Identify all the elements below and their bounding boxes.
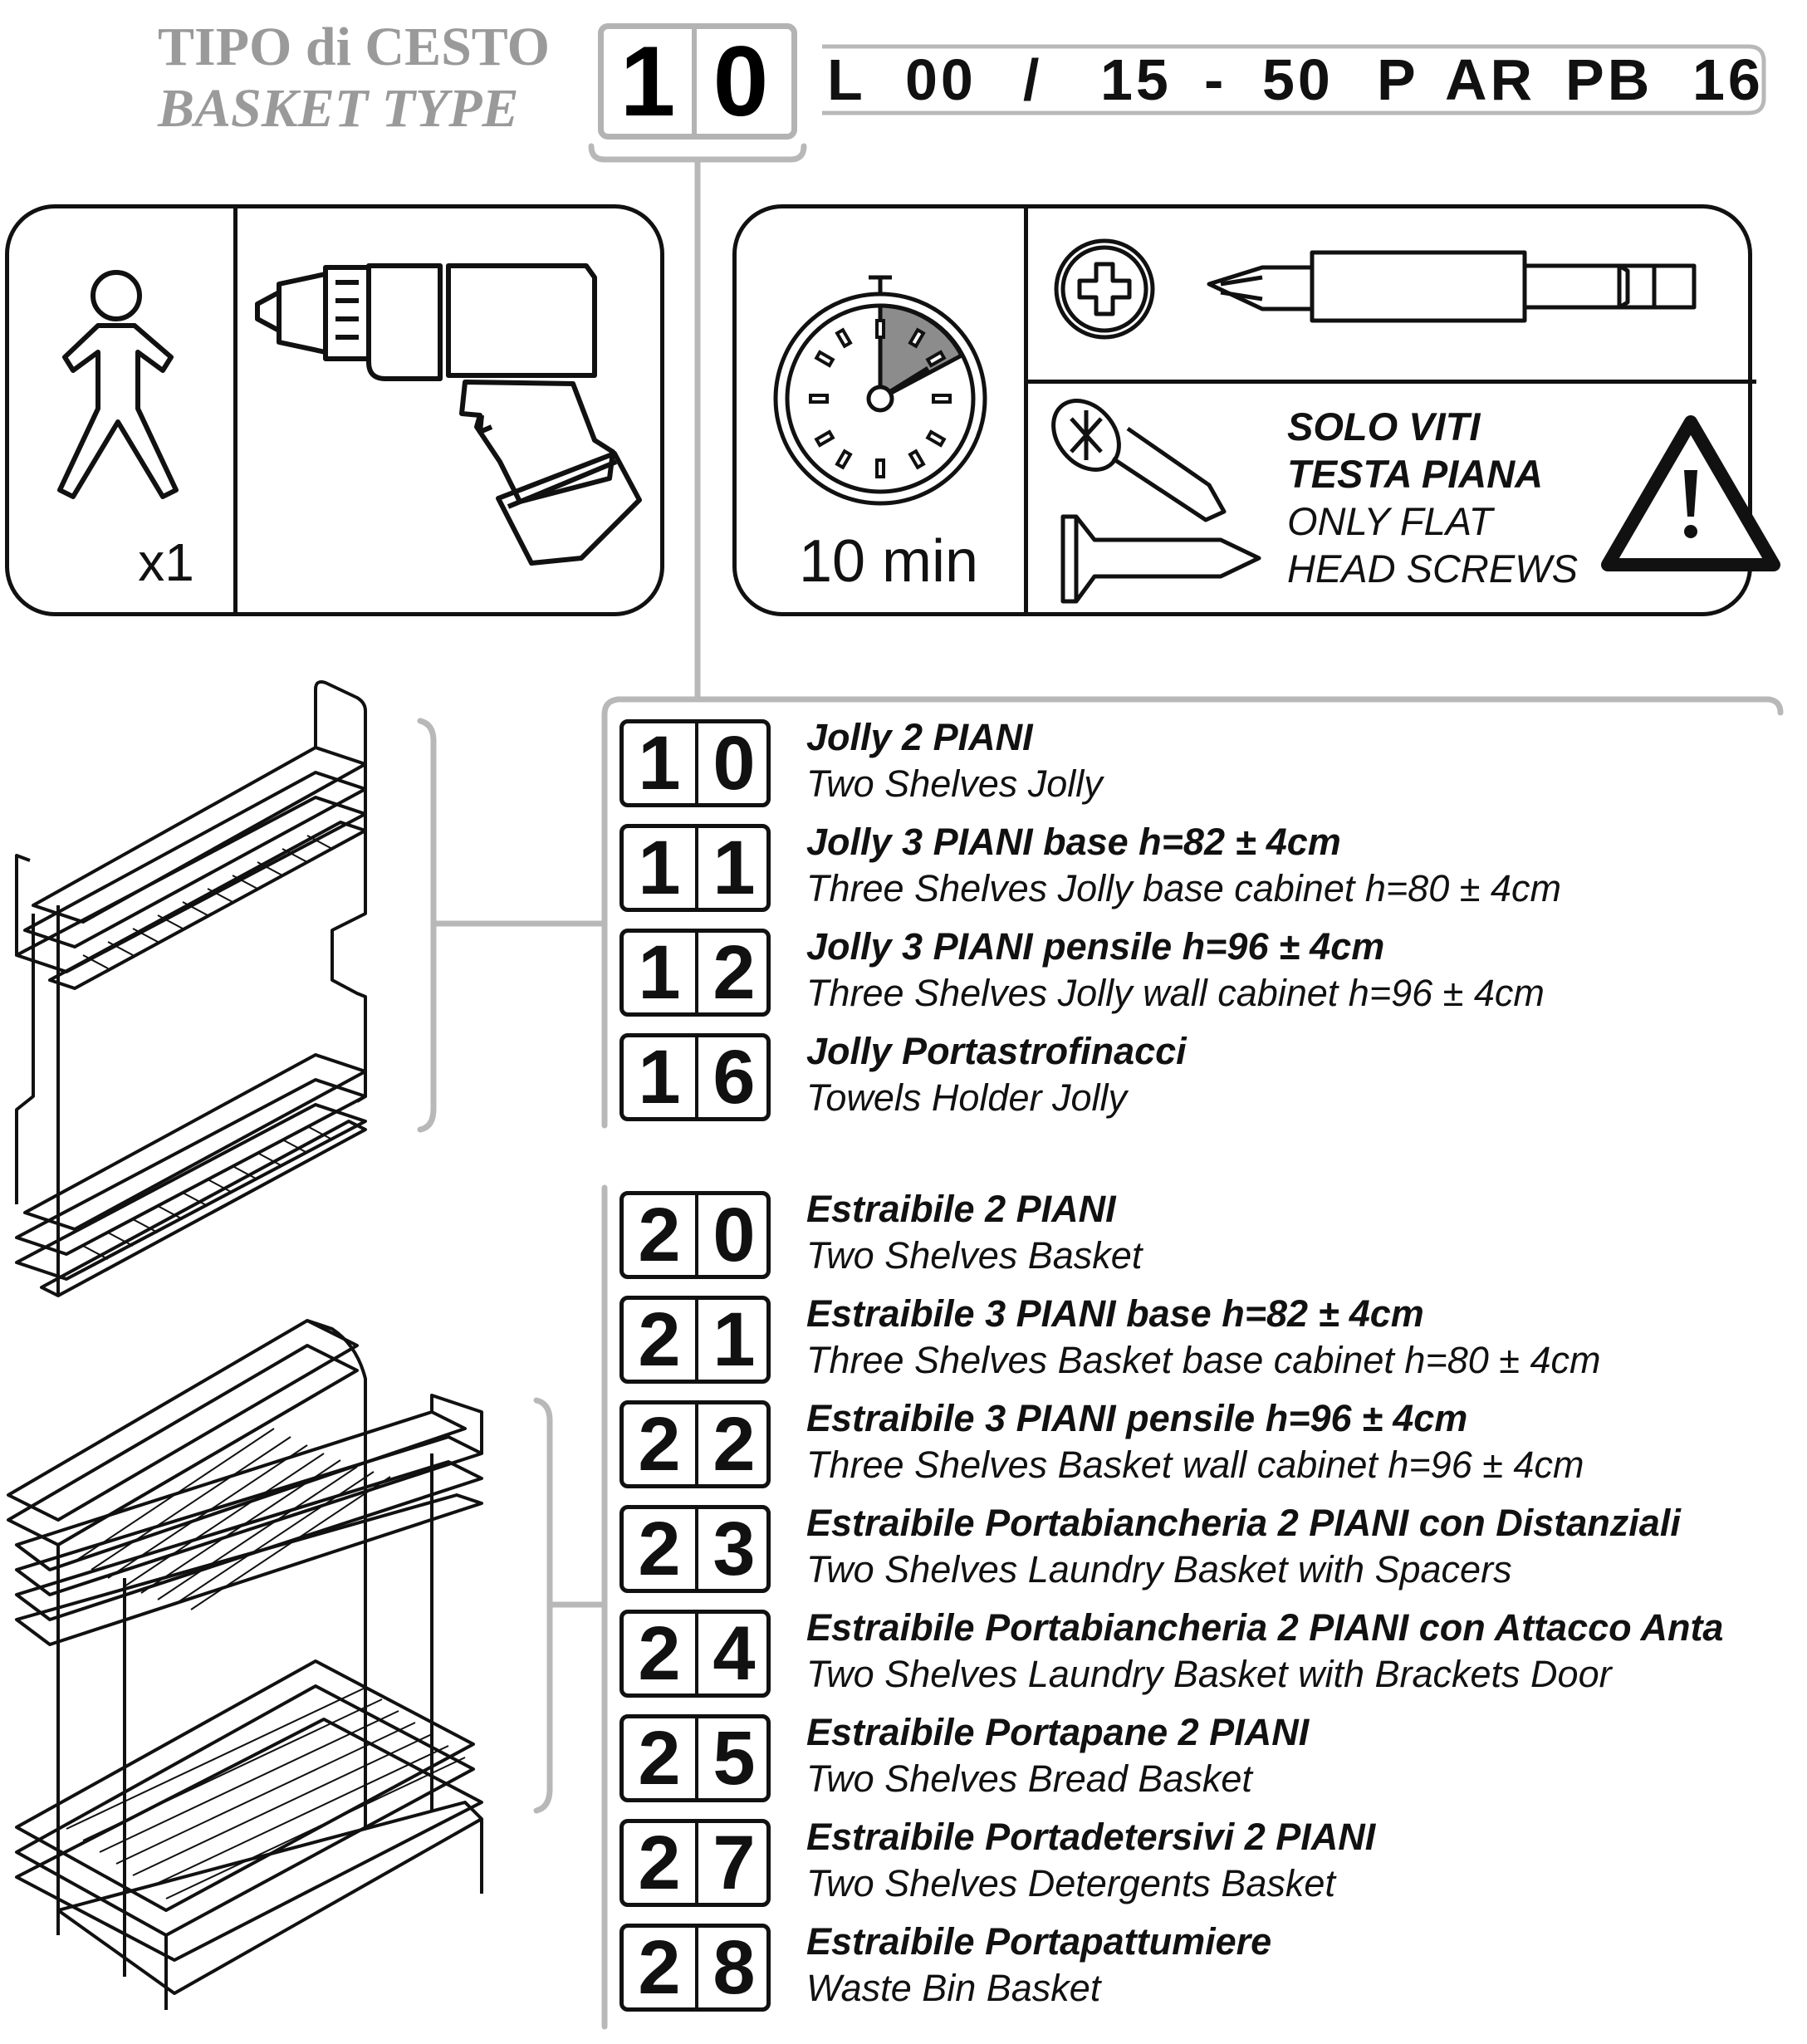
item-title-en: Waste Bin Basket [806, 1967, 1101, 2009]
code-badge [619, 824, 771, 912]
code-digit-1: 2 [638, 1821, 681, 1905]
list-item [619, 1920, 1782, 2017]
code-digit-1: 2 [638, 1193, 681, 1277]
code-digit-1: 2 [638, 1716, 681, 1801]
code-digit-2: 8 [713, 1925, 756, 2010]
list-item [619, 1816, 1782, 1912]
code-badge [619, 1400, 771, 1488]
item-title-en: Two Shelves Bread Basket [806, 1757, 1252, 1800]
code-part-8: AR [1445, 47, 1536, 112]
item-title-en: Two Shelves Basket [806, 1234, 1143, 1277]
list-item [619, 821, 1782, 917]
code-part-6: 50 [1262, 47, 1334, 112]
assembly-time: 10 min [798, 528, 979, 595]
item-title-en: Two Shelves Laundry Basket with Brackets Door [806, 1653, 1612, 1695]
code-digit-2: 0 [713, 1193, 756, 1277]
code-digit-2: 1 [713, 826, 756, 910]
code-badge [619, 1033, 771, 1121]
code-part-2: 00 [905, 47, 977, 112]
item-title-it: Jolly 3 PIANI pensile h=96 ± 4cm [806, 925, 1385, 968]
code-badge [619, 1296, 771, 1384]
code-badge [619, 1610, 771, 1698]
item-title-it: Estraibile Portadetersivi 2 PIANI [806, 1816, 1376, 1858]
code-digit-1: 2 [638, 1925, 681, 2010]
item-title-en: Two Shelves Laundry Basket with Spacers [806, 1548, 1512, 1591]
code-part-5: - [1204, 47, 1227, 112]
code-digit-1: 1 [638, 930, 681, 1015]
code-part-3: / [1023, 47, 1043, 112]
code-digit-1: 2 [638, 1611, 681, 1696]
item-title-it: Jolly 3 PIANI base h=82 ± 4cm [806, 821, 1341, 863]
item-title-it: Estraibile Portabiancheria 2 PIANI con Attacco Anta [806, 1606, 1724, 1649]
list-item [619, 925, 1782, 1022]
warning-line-2: TESTA PIANA [1287, 452, 1544, 496]
item-title-en: Three Shelves Basket base cabinet h=80 ± 4cm [806, 1339, 1601, 1381]
item-title-it: Estraibile Portapane 2 PIANI [806, 1711, 1310, 1753]
code-digit-1: 1 [638, 721, 681, 806]
item-title-it: Estraibile Portapattumiere [806, 1920, 1272, 1963]
basket-type-label-it: TIPO di CESTO [158, 17, 550, 77]
code-badge [619, 1714, 771, 1802]
code-digit-1: 1 [638, 826, 681, 910]
list-item [619, 1188, 1782, 1284]
code-digit-1: 2 [638, 1402, 681, 1487]
code-badge [619, 1191, 771, 1279]
item-title-en: Three Shelves Basket wall cabinet h=96 ± 4cm [806, 1444, 1584, 1486]
code-digit-2: 7 [713, 1821, 756, 1905]
code-digit-2: 0 [713, 721, 756, 806]
code-digit-2: 2 [713, 930, 756, 1015]
selected-code-digit-2: 0 [713, 26, 769, 137]
code-digit-2: 4 [713, 1611, 756, 1696]
code-part-10: 16 [1692, 47, 1764, 112]
item-title-en: Towels Holder Jolly [806, 1076, 1127, 1119]
list-item [619, 716, 1782, 812]
persons-count: x1 [138, 532, 194, 592]
code-badge [619, 719, 771, 807]
item-title-en: Three Shelves Jolly wall cabinet h=96 ± 4cm [806, 972, 1545, 1014]
selected-code-digit-1: 1 [619, 26, 676, 137]
list-item [619, 1711, 1782, 1807]
item-title-it: Estraibile 2 PIANI [806, 1188, 1116, 1230]
code-digit-2: 3 [713, 1507, 756, 1591]
item-title-en: Two Shelves Detergents Basket [806, 1862, 1335, 1904]
item-title-it: Jolly Portastrofinacci [806, 1030, 1187, 1072]
code-part-9: PB [1565, 47, 1653, 112]
item-title-it: Estraibile Portabiancheria 2 PIANI con Distanziali [806, 1502, 1681, 1544]
extractable-basket-illustration [0, 0, 581, 2044]
code-badge [619, 1924, 771, 2012]
code-part-4: 15 [1100, 47, 1172, 112]
item-title-it: Jolly 2 PIANI [806, 716, 1033, 758]
list-item [619, 1397, 1782, 1493]
code-digit-1: 2 [638, 1507, 681, 1591]
warning-line-3: ONLY FLAT [1287, 499, 1493, 543]
item-title-en: Two Shelves Jolly [806, 762, 1103, 805]
code-badge [619, 929, 771, 1017]
code-badge [619, 1505, 771, 1593]
code-digit-1: 1 [638, 1035, 681, 1120]
list-item [619, 1606, 1782, 1703]
list-item [619, 1502, 1782, 1598]
code-digit-2: 1 [713, 1297, 756, 1382]
item-title-it: Estraibile 3 PIANI pensile h=96 ± 4cm [806, 1397, 1468, 1439]
basket-type-label-en: BASKET TYPE [158, 78, 519, 139]
code-digit-2: 6 [713, 1035, 756, 1120]
item-title-it: Estraibile 3 PIANI base h=82 ± 4cm [806, 1292, 1424, 1335]
list-item [619, 1030, 1782, 1126]
code-digit-1: 2 [638, 1297, 681, 1382]
code-digit-2: 5 [713, 1716, 756, 1801]
warning-line-4: HEAD SCREWS [1287, 547, 1578, 591]
code-digit-2: 2 [713, 1402, 756, 1487]
item-title-en: Three Shelves Jolly base cabinet h=80 ± 4cm [806, 867, 1561, 909]
warning-line-1: SOLO VITI [1287, 404, 1481, 449]
code-part-7: P [1377, 47, 1419, 112]
code-badge [619, 1819, 771, 1907]
code-part-1: L [827, 47, 866, 112]
list-item [619, 1292, 1782, 1389]
